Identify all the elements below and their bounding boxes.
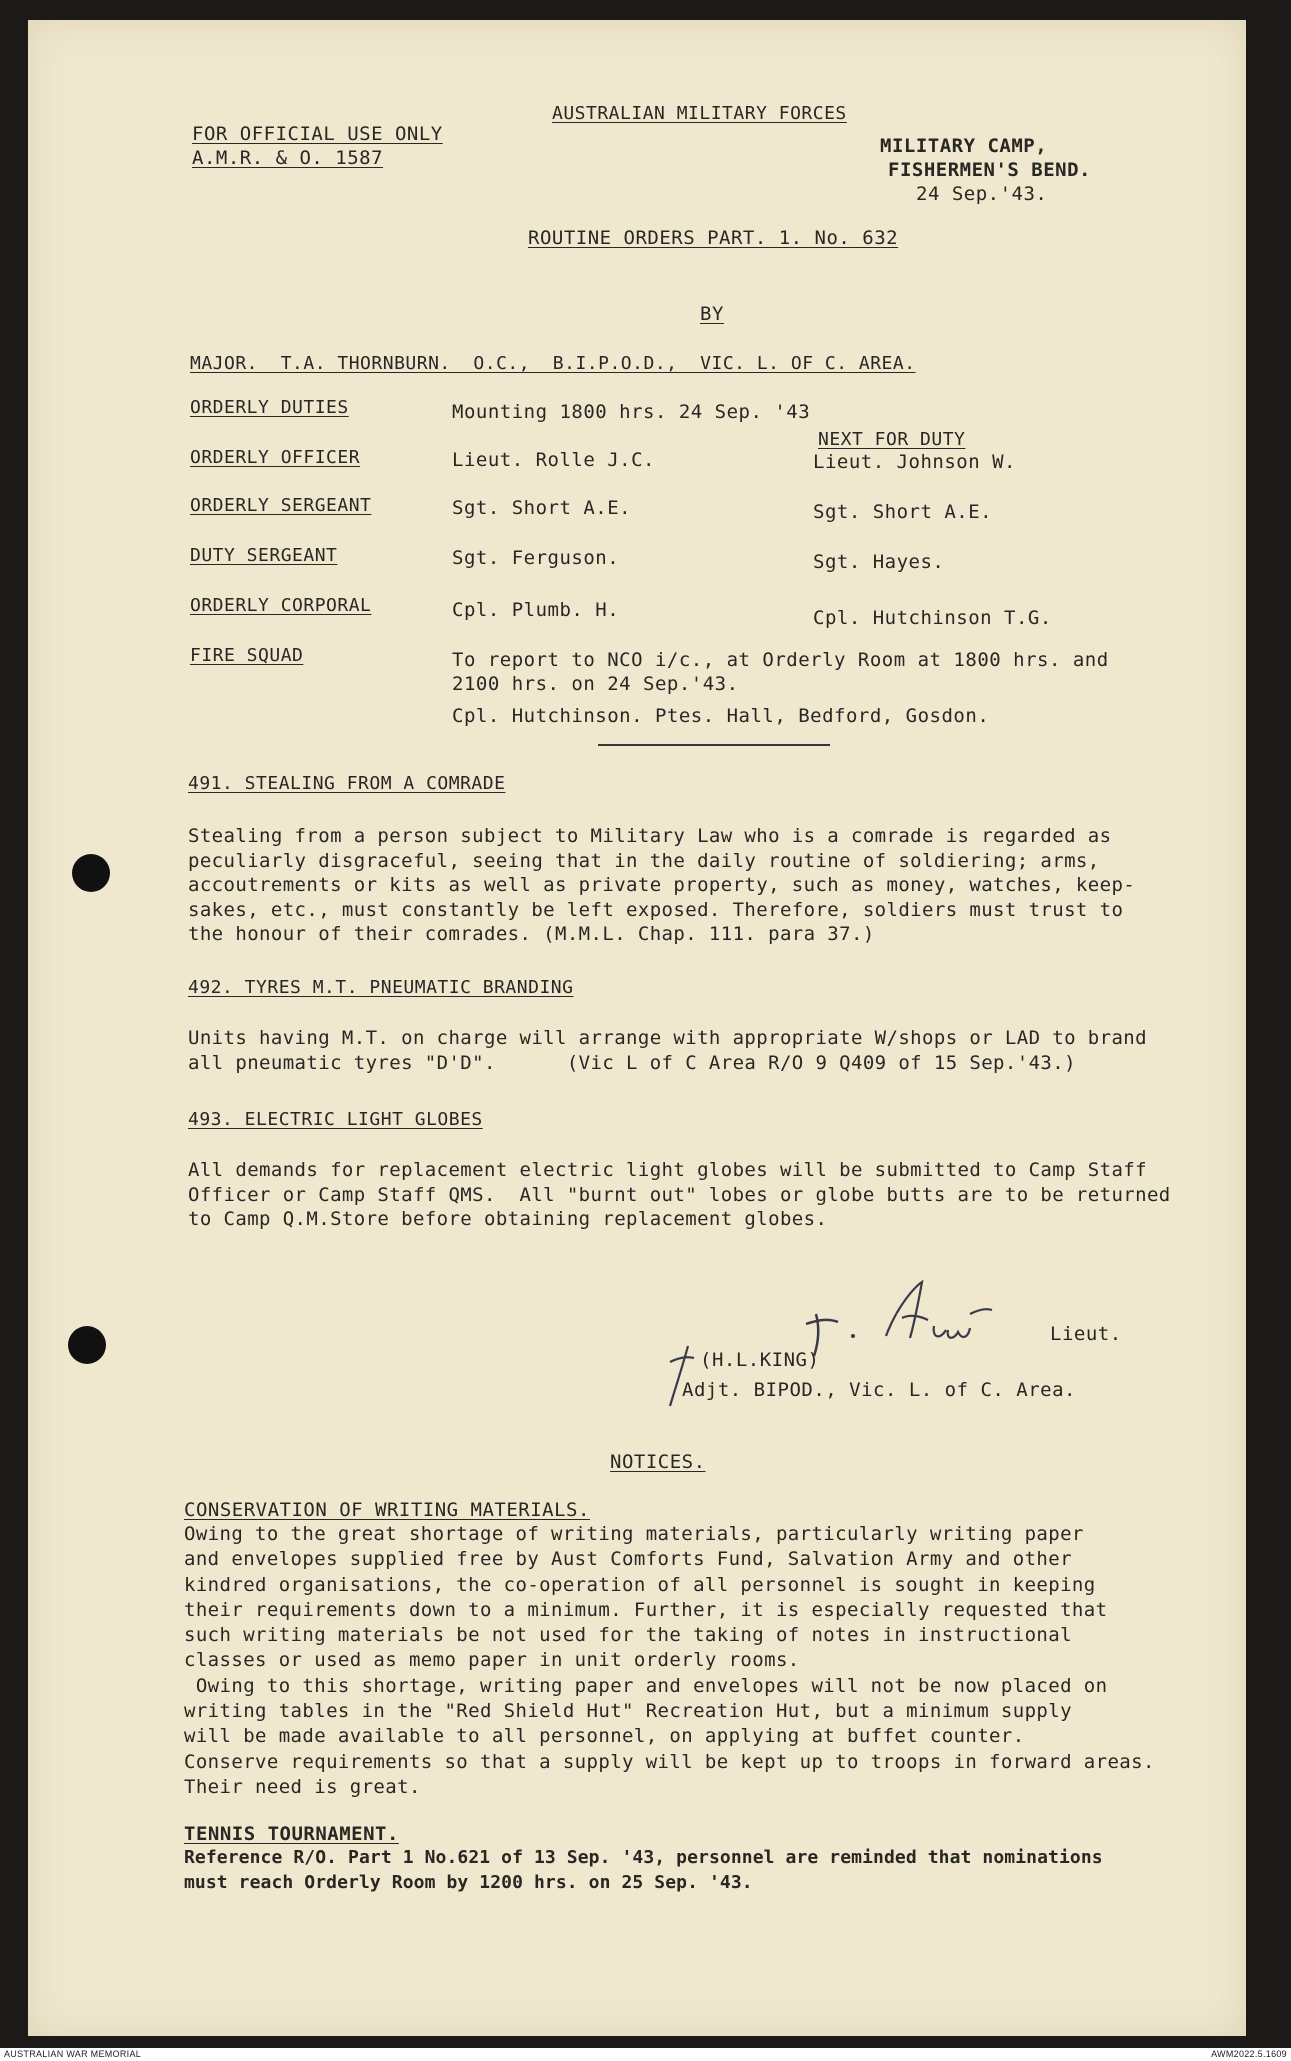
conservation-body [184, 1522, 1155, 1800]
item-491-body [188, 824, 1135, 947]
body-line: kindred organisations, the co-operation of all personnel is sought in keeping [184, 1573, 1096, 1596]
body-line: their requirements down to a minimum. Further, it is especially requested that [184, 1598, 1108, 1621]
body-line: Officer or Camp Staff QMS. All "burnt out" lobes or globe butts are to be returned [188, 1183, 1171, 1206]
footer-institution: AUSTRALIAN WAR MEMORIAL [4, 2049, 142, 2059]
document-page [28, 20, 1246, 2036]
duty-row-label: DUTY SERGEANT [190, 545, 338, 566]
fire-squad-instructions: 2100 hrs. on 24 Sep.'43. [452, 673, 739, 695]
body-line: accoutrements or kits as well as private property, such as money, watches, keep- [188, 874, 1136, 896]
camp-name: MILITARY CAMP, [880, 135, 1048, 157]
camp-location: FISHERMEN'S BEND. [888, 159, 1091, 181]
fire-squad-members: Cpl. Hutchinson. Ptes. Hall, Bedford, Gosdon. [452, 705, 990, 727]
document-title: ROUTINE ORDERS PART. 1. No. 632 [528, 227, 899, 249]
orderly-duties-value: Mounting 1800 hrs. 24 Sep. '43 [452, 401, 811, 423]
orderly-duties-label: ORDERLY DUTIES [190, 397, 349, 418]
body-line: sakes, etc., must constantly be left exposed. Therefore, soldiers must trust to [188, 898, 1124, 921]
punch-hole [68, 1326, 106, 1364]
duty-row-current: Lieut. Rolle J.C. [452, 449, 655, 471]
body-line: to Camp Q.M.Store before obtaining replacement globes. [188, 1208, 828, 1230]
body-line: Their need is great. [184, 1775, 421, 1798]
duty-row-current: Sgt. Ferguson. [452, 547, 620, 569]
body-line: Reference R/O. Part 1 No.621 of 13 Sep. '43, personnel are reminded that nominations [184, 1847, 1103, 1868]
body-line: Owing to this shortage, writing paper and envelopes will not be now placed on [184, 1674, 1108, 1697]
item-492-title: 492. TYRES M.T. PNEUMATIC BRANDING [188, 977, 574, 998]
item-493-body [188, 1158, 1171, 1232]
duty-row-next: Lieut. Johnson W. [813, 451, 1016, 473]
forces-heading: AUSTRALIAN MILITARY FORCES [552, 103, 847, 124]
body-line: All demands for replacement electric light globes will be submitted to Camp Staff [188, 1159, 1147, 1181]
footer-accession: AWM2022.5.1609 [1211, 2049, 1287, 2059]
duty-row-current: Cpl. Plumb. H. [452, 599, 620, 621]
document-date: 24 Sep.'43. [916, 183, 1048, 205]
body-line: Owing to the great shortage of writing materials, particularly writing paper [184, 1523, 1084, 1545]
issuing-officer: MAJOR. T.A. THORNBURN. O.C., B.I.P.O.D., VIC. L. OF C. AREA. [190, 353, 916, 374]
tennis-title: TENNIS TOURNAMENT. [184, 1823, 399, 1845]
signatory-role: Adjt. BIPOD., Vic. L. of C. Area. [682, 1379, 1076, 1401]
handwritten-signature [798, 1274, 1048, 1364]
body-line: classes or used as memo paper in unit orderly rooms. [184, 1649, 800, 1672]
next-for-duty-label: NEXT FOR DUTY [818, 429, 966, 450]
punch-hole [72, 854, 110, 892]
body-line: must reach Orderly Room by 1200 hrs. on 25 Sep. '43. [184, 1871, 753, 1893]
duty-row-label: ORDERLY CORPORAL [190, 595, 372, 616]
duty-row-label: ORDERLY OFFICER [190, 447, 361, 468]
body-line: Units having M.T. on charge will arrange with appropriate W/shops or LAD to brand [188, 1027, 1147, 1049]
notices-heading: NOTICES. [610, 1451, 706, 1473]
duty-row-current: Sgt. Short A.E. [452, 497, 632, 519]
body-line: Conserve requirements so that a supply will be kept up to troops in forward areas. [184, 1750, 1155, 1773]
body-line: and envelopes supplied free by Aust Comforts Fund, Salvation Army and other [184, 1548, 1072, 1571]
item-492-body [188, 1026, 1147, 1075]
body-line: such writing materials be not used for the taking of notes in instructional [184, 1624, 1072, 1647]
conservation-title: CONSERVATION OF WRITING MATERIALS. [184, 1499, 590, 1521]
item-491-title: 491. STEALING FROM A COMRADE [188, 773, 506, 794]
duty-row-label: ORDERLY SERGEANT [190, 495, 372, 516]
item-493-title: 493. ELECTRIC LIGHT GLOBES [188, 1109, 483, 1130]
signatory-name: (H.L.KING) [700, 1349, 820, 1371]
tennis-body [184, 1846, 1103, 1895]
duty-row-next: Sgt. Short A.E. [813, 501, 993, 523]
body-line: writing tables in the "Red Shield Hut" Recreation Hut, but a minimum supply [184, 1700, 1072, 1723]
body-line: will be made available to all personnel, on applying at buffet counter. [184, 1725, 1025, 1748]
section-divider [598, 744, 830, 746]
body-line: all pneumatic tyres "D'D". (Vic L of C Area R/O 9 Q409 of 15 Sep.'43.) [188, 1051, 1076, 1074]
body-line: the honour of their comrades. (M.M.L. Chap. 111. para 37.) [188, 923, 875, 945]
duty-row-next: Sgt. Hayes. [813, 551, 945, 573]
signatory-rank: Lieut. [1050, 1323, 1122, 1345]
duty-row-next: Cpl. Hutchinson T.G. [813, 607, 1052, 629]
body-line: Stealing from a person subject to Military Law who is a comrade is regarded as [188, 825, 1112, 847]
official-use-label: FOR OFFICIAL USE ONLY [192, 123, 443, 145]
fire-squad-label: FIRE SQUAD [190, 645, 304, 666]
amr-reference: A.M.R. & O. 1587 [192, 147, 384, 169]
fire-squad-instructions: To report to NCO i/c., at Orderly Room at 1800 hrs. and [452, 649, 1109, 671]
by-heading: BY [700, 303, 724, 325]
body-line: peculiarly disgraceful, seeing that in the daily routine of soldiering; arms, [188, 849, 1100, 872]
